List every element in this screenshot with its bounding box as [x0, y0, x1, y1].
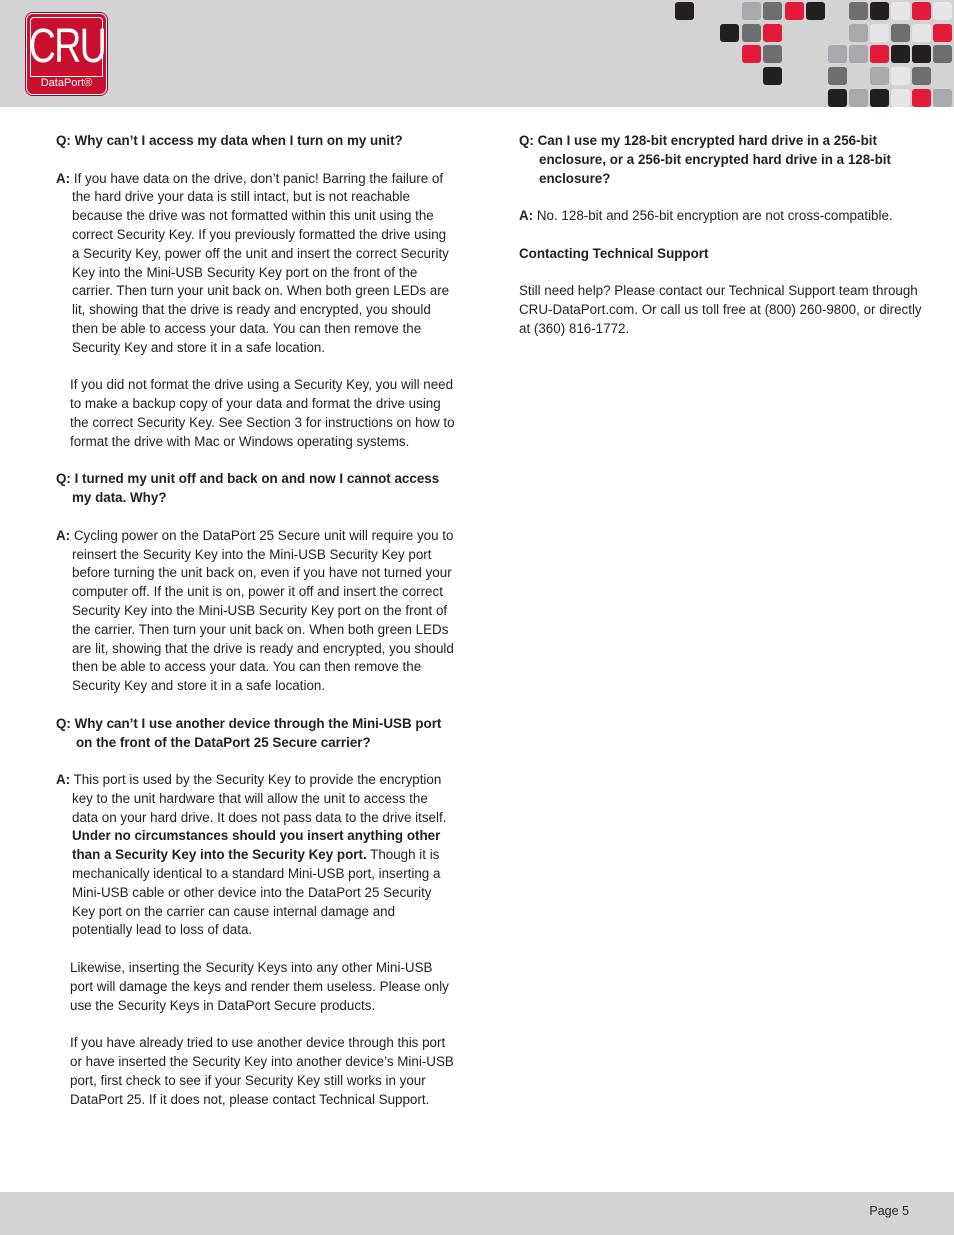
- decorative-square: [785, 2, 804, 20]
- faq-question-2: Q: I turned my unit off and back on and now I cannot access my data. Why?: [56, 471, 440, 506]
- decorative-square: [933, 45, 952, 63]
- decorative-square: [891, 2, 910, 20]
- decorative-square: [742, 2, 761, 20]
- decorative-square: [870, 67, 889, 85]
- decorative-square: [933, 2, 952, 20]
- decorative-square: [763, 45, 782, 63]
- decorative-square: [912, 2, 931, 20]
- faq-answer-4: [519, 207, 924, 226]
- decorative-square: [806, 2, 825, 20]
- decorative-square: [742, 45, 761, 63]
- faq-answer-1-followup: If you did not format the drive using a Security Key, you will need to make a backup copy of your data and format the drive using the correct Security Key. See Section 3 for instructions on how to format the drive with Mac or Windows operating systems.: [70, 377, 455, 449]
- decorative-square: [870, 45, 889, 63]
- answer-warning-bold: Under no circumstances should you insert anything other than a Security Key into the Security Key port.: [72, 828, 441, 863]
- decorative-square: [763, 24, 782, 42]
- decorative-square: [870, 89, 889, 107]
- decorative-square: [933, 89, 952, 107]
- decorative-square: [891, 24, 910, 42]
- decorative-square: [849, 24, 868, 42]
- page-footer: [0, 1192, 954, 1235]
- left-column: [56, 132, 456, 1128]
- answer-label: A:: [56, 170, 71, 186]
- decorative-square: [675, 2, 694, 20]
- right-column: [519, 132, 924, 358]
- logo-cru-text: CRU: [28, 20, 105, 73]
- decorative-square: [720, 24, 739, 42]
- answer-text: No. 128-bit and 256-bit encryption are not cross-compatible.: [533, 208, 893, 224]
- answer-label: A:: [519, 208, 534, 224]
- decorative-square: [933, 24, 952, 42]
- support-text: Still need help? Please contact our Technical Support team through CRU-DataPort.com. Or call us toll free at (800) 260-9800, or directly at (360) 816-1772.: [519, 283, 922, 336]
- faq-answer-3-followup-2: If you have already tried to use another device through this port or have inserted the Security Key into another device’s Mini-USB port, first check to see if your Security Key still works in your DataPort 25. If it does not, please contact Technical Support.: [70, 1035, 454, 1107]
- decorative-square: [763, 67, 782, 85]
- faq-question-1: Q: Why can’t I access my data when I turn on my unit?: [56, 133, 403, 148]
- decorative-square: [849, 89, 868, 107]
- decorative-square: [912, 67, 931, 85]
- page-number: Page 5: [869, 1204, 909, 1218]
- decorative-square-grid: [0, 0, 954, 107]
- decorative-square: [763, 2, 782, 20]
- decorative-square: [891, 89, 910, 107]
- support-heading: Contacting Technical Support: [519, 245, 709, 261]
- decorative-square: [870, 24, 889, 42]
- decorative-square: [912, 89, 931, 107]
- decorative-square: [870, 2, 889, 20]
- decorative-square: [828, 67, 847, 85]
- decorative-square: [891, 67, 910, 85]
- decorative-square: [828, 89, 847, 107]
- faq-answer-1: [56, 170, 456, 358]
- page-header: [0, 0, 954, 107]
- answer-text: Cycling power on the DataPort 25 Secure unit will require you to reinsert the Security Key into the Mini-USB Security Key port before turning the unit back on, even if you have not turned your computer off. If the unit is on, power it off and insert the correct Security Key into the Mini-USB Security Key port on the front of the carrier. Then turn your unit back on. When both green LEDs are lit, showing that the drive is ready and encrypted, you should then be able to access your data. You can then remove the Security Key and store it in a safe location.: [70, 527, 454, 694]
- answer-label: A:: [56, 772, 71, 788]
- decorative-square: [742, 24, 761, 42]
- faq-answer-3-followup-1: Likewise, inserting the Security Keys into any other Mini-USB port will damage the keys and render them useless. Please only use the Security Keys in DataPort Secure products.: [70, 960, 449, 1013]
- decorative-square: [828, 45, 847, 63]
- faq-question-3: Q: Why can’t I use another device through the Mini-USB port on the front of the DataPort 25 Secure carrier?: [56, 715, 442, 750]
- logo-dataport-text: DataPort®: [40, 77, 93, 89]
- faq-answer-2: [56, 527, 456, 696]
- decorative-square: [912, 45, 931, 63]
- decorative-square: [849, 2, 868, 20]
- decorative-square: [849, 45, 868, 63]
- answer-text: This port is used by the Security Key to provide the encryption key to the unit hardware that will allow the unit to access the data on your hard drive. It does not pass data to the drive itself.: [70, 772, 447, 825]
- answer-text-cont: Though it is mechanically identical to a standard Mini-USB port, inserting a Mini-USB cable or other device into the DataPort 25 Security Key port on the carrier can cause internal damage and potentially lead to loss of data.: [72, 847, 441, 938]
- decorative-square: [891, 45, 910, 63]
- answer-text: If you have data on the drive, don’t panic! Barring the failure of the hard drive your data is still intact, but is not reachable because the drive was not formatted within this unit using the correct Security Key. If you previously formatted the drive using a Security Key, power off the unit and insert the correct Security Key into the Mini-USB Security Key port on the front of the carrier. Then turn your unit back on. When both green LEDs are lit, showing that the drive is ready and encrypted, you should then be able to access your data. You can then remove the Security Key and store it in a safe location.: [70, 170, 450, 355]
- faq-answer-3: [56, 771, 456, 940]
- answer-label: A:: [56, 527, 71, 543]
- decorative-square: [912, 24, 931, 42]
- faq-question-4: Q: Can I use my 128-bit encrypted hard drive in a 256-bit enclosure, or a 256-bit encrypted hard drive in a 128-bit enclosure?: [519, 133, 891, 186]
